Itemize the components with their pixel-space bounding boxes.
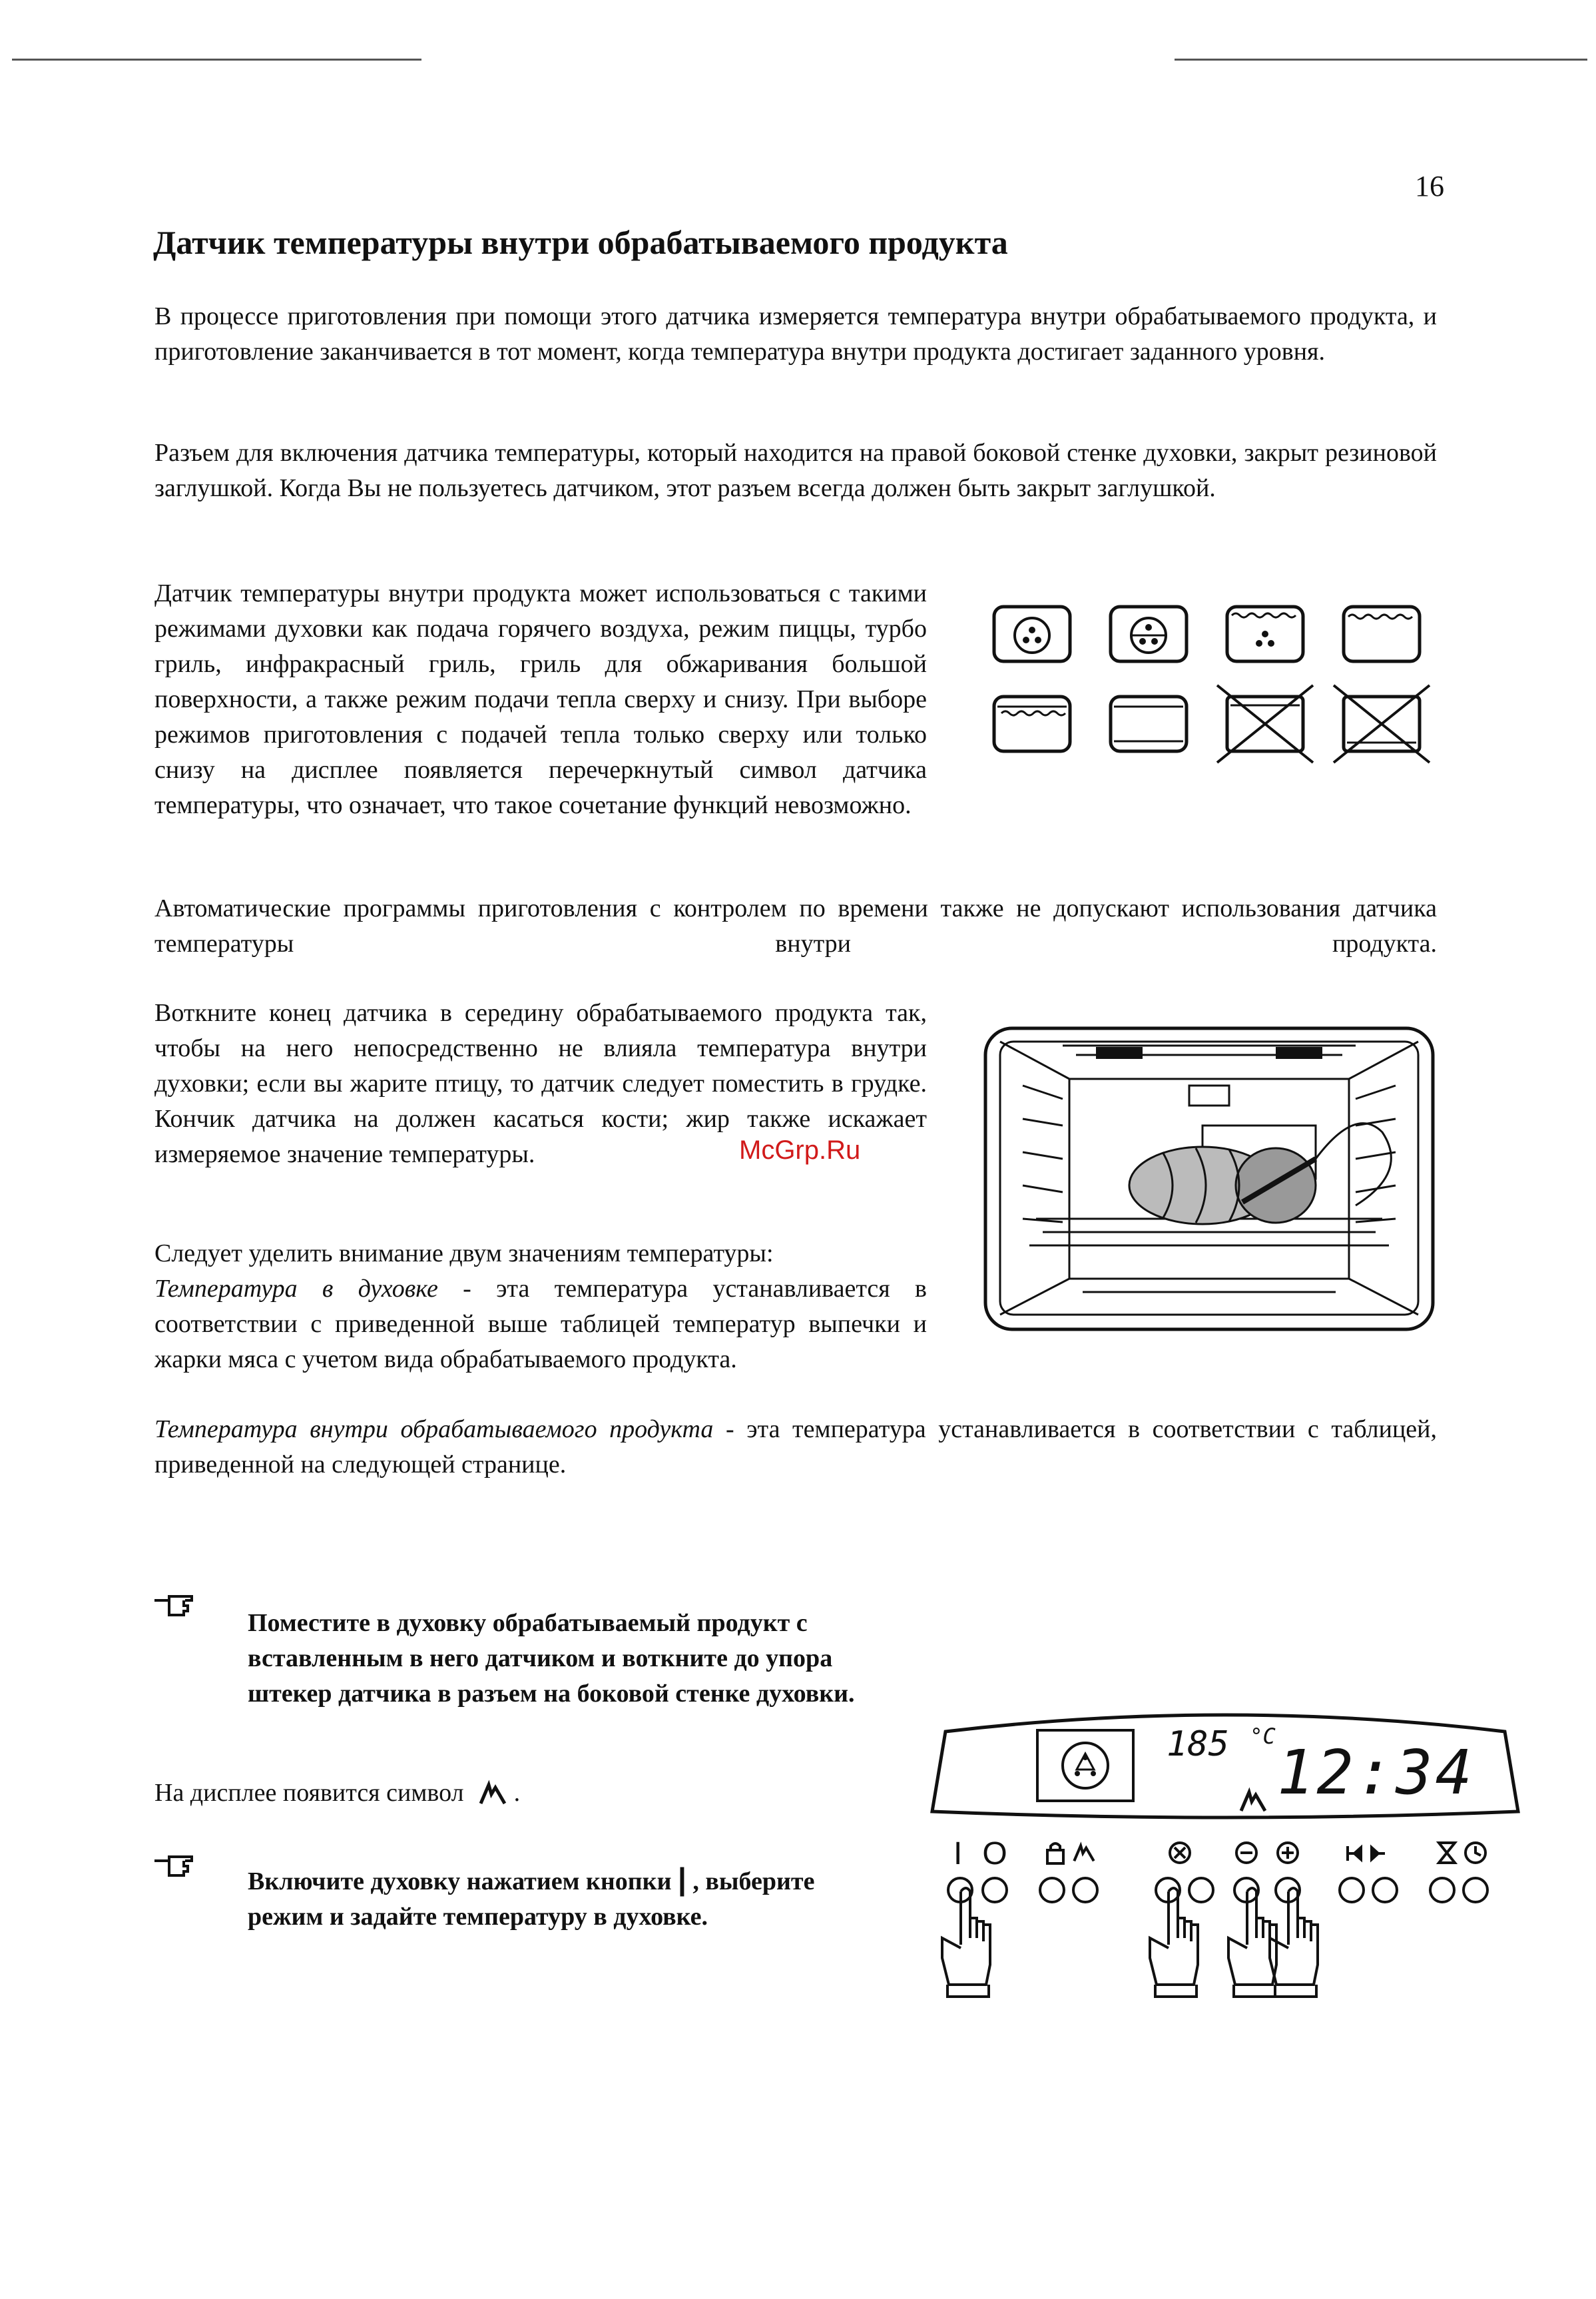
display-note <box>154 1778 520 1807</box>
core-temperature-term: Температура внутри обрабатываемого продукта <box>154 1415 714 1443</box>
step-insert-probe: Поместите в духовку обрабатываемый продукт с вставленным в него датчиком и воткните до упора штекер датчика в разъем на боковой стенке духовки. <box>248 1609 855 1708</box>
top-bottom-heat-icon <box>1109 695 1189 753</box>
display-note-text: На дисплее появится символ <box>154 1779 464 1807</box>
infrared-grill-icon <box>992 695 1072 753</box>
compatible-modes-figure <box>992 605 1445 765</box>
paragraph-two-temperatures <box>154 1236 927 1377</box>
page-number: 16 <box>1415 170 1444 202</box>
fan-oven-icon <box>1035 1728 1135 1803</box>
pointing-hand-icon <box>153 1595 194 1618</box>
timer-icon <box>1437 1841 1457 1865</box>
oven-probe-illustration <box>983 1026 1436 1332</box>
cancel-icon <box>1168 1841 1192 1865</box>
probe-icon <box>478 1781 507 1806</box>
pizza-mode-icon <box>1109 605 1189 663</box>
pressing-hand-icon <box>935 1885 995 1998</box>
display-temperature-unit: °C <box>1250 1724 1276 1749</box>
pressing-hand-icon <box>1143 1885 1203 1998</box>
display-temperature-value: 185 <box>1167 1724 1229 1764</box>
time-range-icon <box>1345 1845 1388 1862</box>
paragraph-intro: В процессе приготовления при помощи этого датчика измеряется температура внутри обрабатываемого продукта, и приготовление заканчивается в тот момент, когда температура внутри продукта достигает заданного уровня. <box>154 302 1437 366</box>
on-label: I <box>953 1836 963 1871</box>
probe-icon <box>1072 1841 1096 1865</box>
display-note-end: . <box>513 1779 521 1807</box>
clock-icon <box>1463 1841 1487 1865</box>
pointing-hand-icon <box>153 1855 194 1878</box>
watermark: McGrp.Ru <box>739 1136 861 1165</box>
large-grill-icon <box>1342 605 1422 663</box>
paragraph-auto-programs: Автоматические программы приготовления с контролем по времени также не допускают использования датчика температуры внутри продукта. <box>154 894 1437 958</box>
oven-temperature-description: - эта температура устанавливается в соответствии с приведенной выше таблицей температур выпечки и жарки мяса с учетом вида обрабатываемого продукта. <box>154 1275 927 1373</box>
display-time: 12:34 <box>1277 1737 1475 1808</box>
page-title: Датчик температуры внутри обрабатываемого продукта <box>153 224 1008 261</box>
on-off-label <box>953 1835 1007 1872</box>
minus-icon <box>1234 1841 1258 1865</box>
fan-oven-icon <box>992 605 1072 663</box>
temperatures-intro: Следует уделить внимание двум значениям температуры: <box>154 1239 774 1267</box>
paragraph-connector: Разъем для включения датчика температуры, который находится на правой боковой стенке духовки, закрыт резиновой заглушкой. Когда Вы не пользуетесь датчиком, этот разъем всегда должен быть закрыт заглушкой. <box>154 439 1437 502</box>
top-rule-right <box>1175 59 1587 61</box>
step-turn-on-suffix: , выберите режим и задайте температуру в духовке. <box>248 1867 815 1931</box>
pressing-hand-icon <box>1263 1885 1323 1998</box>
paragraph-modes: Датчик температуры внутри продукта может использоваться с такими режимами духовки как подача горячего воздуха, режим пиццы, турбо гриль, инфракрасный гриль, гриль для обжаривания большой поверхности, а также режим подачи тепла сверху и снизу. При выборе режимов приготовления с подачей тепла только сверху или только снизу на дисплее появляется перечеркнутый символ датчика температуры, что означает, что такое сочетание функций невозможно. <box>154 579 927 819</box>
bottom-heat-crossed-icon <box>1342 695 1422 753</box>
plus-icon <box>1276 1841 1300 1865</box>
display-temperature <box>1167 1724 1276 1764</box>
oven-temperature-definition <box>154 1271 927 1377</box>
core-temperature-definition <box>154 1412 1437 1482</box>
paragraph-insert-probe: Воткните конец датчика в середину обрабатываемого продукта так, чтобы на него непосредственно не влияла температура внутри духовки; если вы жарите птицу, то датчик следует поместить в грудке. Кончик датчика на должен касаться кости; жир также искажает измеряемое значение температуры. <box>154 999 927 1168</box>
off-label: O <box>982 1836 1007 1871</box>
control-panel <box>926 1705 1525 2018</box>
oven-temperature-term: Температура в духовке <box>154 1275 438 1303</box>
core-temperature-description: - эта температура устанавливается в соответствии с таблицей, приведенной на следующей странице. <box>154 1415 1438 1478</box>
step-turn-on-oven <box>248 1861 847 1935</box>
lock-icon <box>1045 1841 1065 1865</box>
top-heat-crossed-icon <box>1225 695 1305 753</box>
probe-icon <box>1238 1788 1268 1813</box>
turbo-grill-icon <box>1225 605 1305 663</box>
top-rule-left <box>12 59 421 61</box>
step-turn-on-prefix: Включите духовку нажатием кнопки <box>248 1867 672 1895</box>
on-button-glyph: | <box>677 1861 686 1896</box>
